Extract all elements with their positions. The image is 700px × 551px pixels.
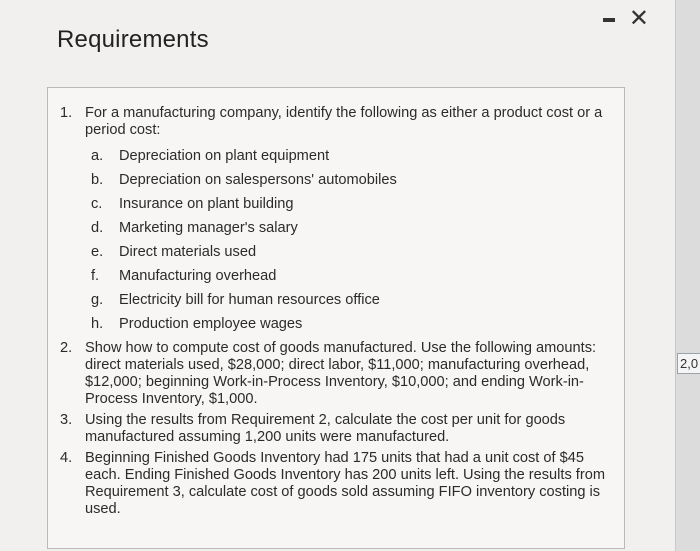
cost-item-letter: d.	[91, 220, 104, 236]
cost-item	[87, 144, 605, 168]
cost-item-text: Depreciation on salespersons' automobiles	[119, 172, 397, 188]
cost-item-text: Electricity bill for human resources office	[119, 292, 380, 308]
requirement-text: Using the results from Requirement 2, calculate the cost per unit for goods manufactured assuming 1,200 units were manufactured.	[85, 412, 566, 445]
cost-item	[87, 192, 605, 216]
cost-item	[87, 240, 605, 264]
requirement-item-4	[60, 450, 605, 518]
requirement-item-2	[60, 340, 605, 408]
dialog-title: Requirements	[57, 26, 209, 53]
requirement-item-1	[60, 105, 605, 336]
requirement-item-3	[60, 412, 605, 446]
cost-item	[87, 288, 605, 312]
cost-item	[87, 312, 605, 336]
cost-item	[87, 216, 605, 240]
cost-item-letter: a.	[91, 148, 104, 164]
cost-item-letter: e.	[91, 244, 104, 260]
cost-item-text: Direct materials used	[119, 244, 257, 260]
requirements-list	[60, 105, 605, 522]
requirement-number: 2.	[60, 340, 73, 356]
requirement-number: 1.	[60, 105, 73, 121]
background-input-value[interactable]: 2,0	[677, 353, 700, 374]
cost-item-text: Manufacturing overhead	[119, 268, 277, 284]
requirement-text: For a manufacturing company, identify the following as either a product cost or a period cost:	[85, 105, 603, 138]
requirement-number: 4.	[60, 450, 73, 466]
minimize-icon[interactable]	[603, 18, 615, 22]
background-page-edge	[675, 0, 700, 551]
cost-item-letter: h.	[91, 316, 104, 332]
cost-item-text: Insurance on plant building	[119, 196, 294, 212]
close-icon[interactable]: ✕	[628, 4, 649, 32]
cost-item-letter: c.	[91, 196, 103, 212]
cost-item-letter: g.	[91, 292, 104, 308]
cost-item-text: Depreciation on plant equipment	[119, 148, 330, 164]
cost-item-letter: b.	[91, 172, 104, 188]
cost-item	[87, 168, 605, 192]
cost-item-letter: f.	[91, 268, 100, 284]
requirements-box	[47, 87, 625, 549]
window-controls	[603, 6, 649, 30]
requirement-text: Show how to compute cost of goods manufactured. Use the following amounts: direct materials used, $28,000; direct labor, $11,000; manufacturing overhead, $12,000; beginning Work-in-Process Inventory, $10,000; and ending Work-in-Process Inventory, $1,000.	[85, 340, 597, 407]
requirement-number: 3.	[60, 412, 73, 428]
cost-item-text: Production employee wages	[119, 316, 303, 332]
requirement-text: Beginning Finished Goods Inventory had 175 units that had a unit cost of $45 each. Ending Finished Goods Inventory has 200 units left. Using the results from Requirement 3, calculate cost of goods sold assuming FIFO inventory costing is used.	[85, 450, 605, 517]
cost-item-text: Marketing manager's salary	[119, 220, 298, 236]
cost-item	[87, 264, 605, 288]
cost-items-list	[85, 144, 605, 336]
